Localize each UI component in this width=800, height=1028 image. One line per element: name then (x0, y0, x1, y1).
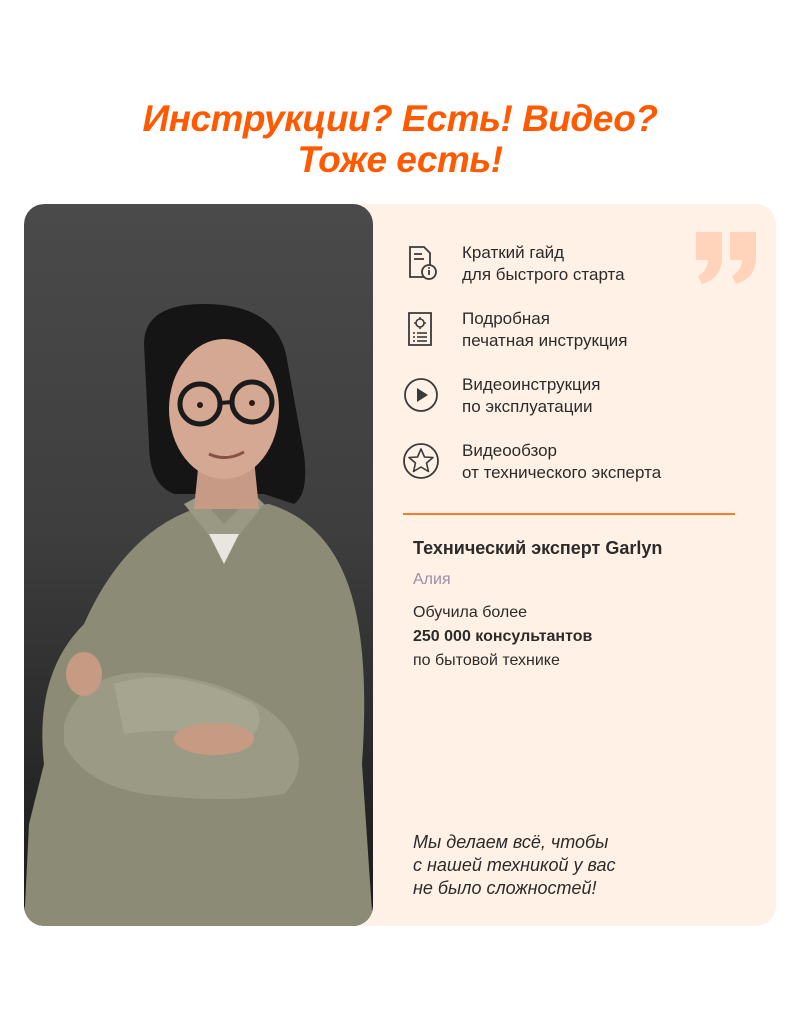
headline-line-2: Тоже есть! (297, 139, 503, 180)
expert-title: Технический эксперт Garlyn (413, 538, 663, 558)
section-divider (403, 513, 735, 515)
expert-photo (24, 204, 373, 926)
play-circle-icon (402, 376, 440, 414)
feature-item-video-manual (402, 374, 732, 424)
expert-portrait-illustration (24, 204, 373, 926)
feature-label-line-1: Видеообзор (462, 441, 557, 460)
feature-item-quick-guide (402, 242, 732, 292)
expert-desc-highlight: 250 000 консультантов (413, 628, 593, 645)
feature-label-line-2: для быстрого старта (462, 265, 625, 284)
info-card (24, 204, 776, 926)
motto-line-2: с нашей техникой у вас (413, 855, 616, 875)
feature-label-line-2: печатная инструкция (462, 331, 628, 350)
motto-line-3: не было сложностей! (413, 878, 597, 898)
document-info-icon (402, 244, 440, 282)
feature-label-line-1: Подробная (462, 309, 550, 328)
motto-line-1: Мы делаем всё, чтобы (413, 832, 609, 852)
headline (0, 98, 800, 180)
feature-item-printed-manual (402, 308, 732, 358)
feature-label-line-2: от технического эксперта (462, 463, 662, 482)
document-settings-icon (402, 310, 440, 348)
expert-desc-line-3: по бытовой технике (413, 652, 560, 669)
feature-label-line-2: по эксплуатации (462, 397, 593, 416)
motto-text (413, 831, 616, 900)
expert-desc-line-1: Обучила более (413, 604, 528, 621)
feature-label-line-1: Краткий гайд (462, 243, 565, 262)
expert-description (413, 601, 592, 673)
headline-line-1: Инструкции? Есть! Видео? (142, 98, 658, 139)
star-circle-icon (402, 442, 440, 480)
expert-name: Алия (413, 571, 451, 588)
feature-label-line-1: Видеоинструкция (462, 375, 601, 394)
feature-item-video-review (402, 440, 732, 490)
